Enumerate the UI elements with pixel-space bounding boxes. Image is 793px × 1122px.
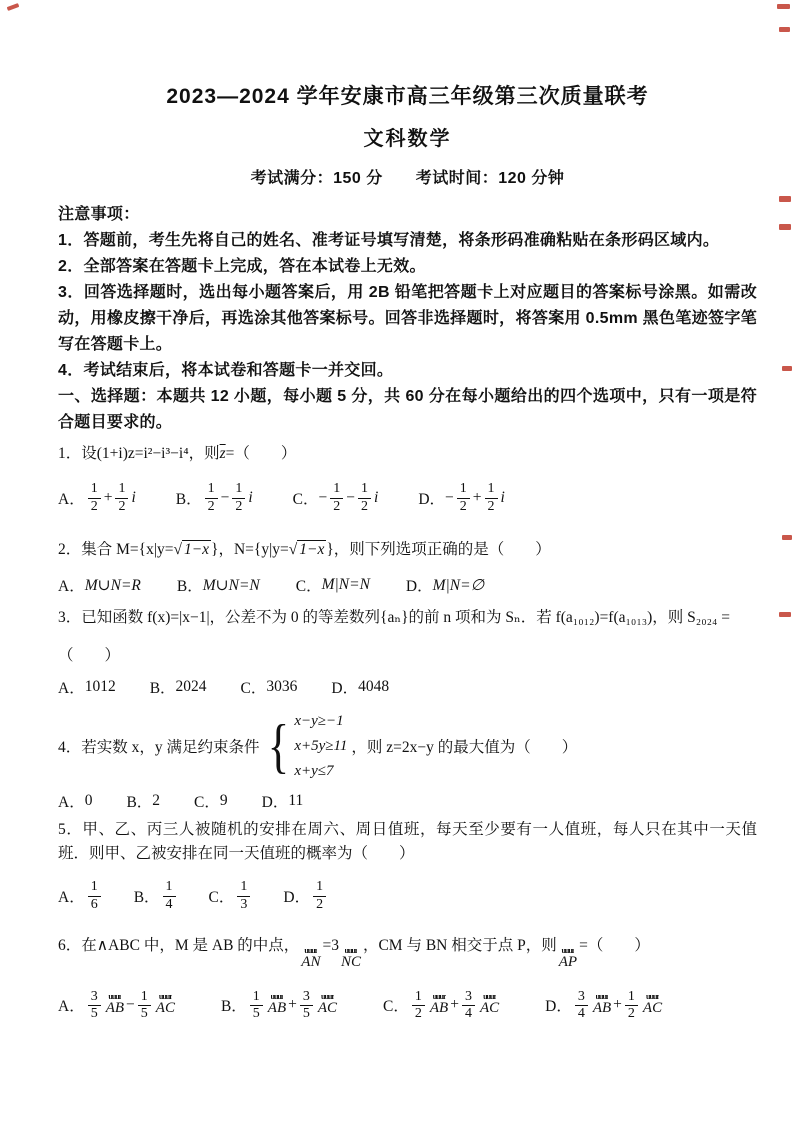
option-b: [176, 481, 253, 514]
vector-arrow-icon: uuur: [344, 948, 358, 954]
question-5: 5．甲、乙、丙三人被随机的安排在周六、周日值班，每天至少要有一人值班，每人只在其中一天值班．则甲、乙被安排在同一天值班的概率为（ ）: [58, 821, 757, 862]
section-heading: 一、选择题：本题共 12 小题，每小题 5 分，共 60 分在每小题给出的四个选项中，只有一项是符合题目要求的。: [58, 388, 757, 431]
vector-arrow-icon: uuur: [561, 948, 575, 954]
left-brace: {: [267, 713, 289, 779]
vector-AB: uuur AB: [429, 993, 449, 1016]
fraction: $\frac{1}{2}$: [457, 481, 470, 514]
option-d: D． 11: [261, 792, 304, 811]
option-c: C． 1 2 uuur AB + $\frac{3}{4}$ uuur AC: [383, 988, 500, 1021]
sqrt-expression: √ 1−x: [288, 541, 325, 558]
question-2: 2．集合 M={x|y=√ 1−x }，N={y|y=√ 1−x }，则下列选项正确的是（ ）: [58, 541, 551, 558]
exam-info: 考试满分：150 分 考试时间：120 分钟: [250, 170, 565, 187]
fraction: $\frac{1}{2}$: [330, 481, 343, 514]
red-scan-mark: [779, 27, 790, 32]
vector-AC: uuur AC: [317, 993, 338, 1016]
vector-AB: uuur AB: [105, 993, 125, 1016]
vector-AC: uuur AC: [479, 993, 500, 1016]
fraction: 3 4: [575, 989, 588, 1022]
vector-arrow-icon: uuur: [646, 993, 659, 1000]
option-label: A．: [58, 491, 85, 508]
option-b: B． 1 5 uuur AB + $\frac{3}{5}$ uuur AC: [220, 988, 338, 1021]
sign: −: [445, 489, 454, 506]
operator: +: [613, 996, 622, 1014]
fraction: 1 6: [88, 879, 101, 912]
option-b: B． 1 4: [134, 879, 179, 912]
option-d: D． M|N=∅: [405, 576, 485, 595]
option-c: C． 1 3: [209, 879, 254, 912]
fraction: 1 5: [250, 989, 263, 1022]
fraction: 1 2: [313, 879, 326, 912]
option-c: C． 9: [194, 792, 228, 811]
constraint-1: x−y≥−1: [294, 713, 344, 729]
fraction: 1 2: [412, 989, 425, 1022]
vector-AN: uuur AN: [301, 948, 321, 970]
question-4-stem: 4．若实数 x，y 满足约束条件: [58, 739, 260, 756]
red-scan-mark: [782, 535, 792, 540]
option-d: D． 1 2: [283, 879, 329, 912]
question-2-stem: 2．集合 M={x|y=: [58, 541, 174, 558]
operator: +: [472, 489, 482, 506]
vector-AB: uuur AB: [267, 993, 287, 1016]
operator: +: [450, 996, 459, 1014]
red-scan-mark: [777, 4, 790, 9]
fraction: 1 2: [88, 481, 101, 514]
option-b: B． 2: [126, 792, 161, 811]
question-4-options: [58, 788, 757, 814]
constraint-system: [264, 710, 348, 782]
fraction: $\frac{1}{2}$: [485, 481, 498, 514]
vector-AB: uuur AB: [592, 993, 612, 1016]
question-1: [58, 442, 757, 466]
operator: −: [126, 996, 135, 1014]
red-scan-mark: [782, 366, 792, 371]
imaginary-unit: i: [374, 489, 379, 506]
question-6-options: [58, 983, 757, 1027]
fraction: $\frac{1}{2}$: [358, 481, 371, 514]
question-6: 6．在∧ABC 中，M 是 AB 的中点， uuur AN =3 uuur NC ，CM 与 BN 相交于点 P，则 uuur AP =（ ）: [58, 937, 650, 970]
option-a: A． 1 6: [58, 879, 104, 912]
option-a: A． M∪N=R: [58, 576, 141, 595]
vector-AC: uuur AC: [155, 993, 175, 1016]
option-d: D． 4048: [331, 678, 390, 697]
fraction: 1 2: [205, 481, 218, 514]
vector-arrow-icon: uuur: [483, 993, 496, 1000]
option-d: [418, 481, 505, 514]
fraction: 1 3: [237, 879, 250, 912]
red-scan-mark: [779, 224, 791, 230]
question-3: 3．已知函数 f(x)=|x−1|，公差不为 0 的等差数列{aₙ}的前 n 项和为 Sₙ．若 f(a₁₀₁₂)=f(a₁₀₁₃)，则 S₂₀₂₄ =: [58, 609, 731, 626]
option-b: B． M∪N=N: [176, 576, 260, 595]
vector-arrow-icon: uuur: [321, 993, 334, 1000]
vector-arrow-icon: uuur: [158, 993, 172, 1000]
vector-arrow-icon: uuur: [108, 993, 122, 1000]
notice-item-2: 2．全部答案在答题卡上完成，答在本试卷上无效。: [58, 258, 426, 275]
vector-arrow-icon: uuur: [595, 993, 609, 1000]
imaginary-unit: i: [131, 489, 136, 506]
radical-sign: √: [173, 541, 182, 558]
question-1-stem: 1．设(1+i)z=i²−i³−i⁴，则: [58, 445, 220, 462]
operator: −: [220, 489, 230, 506]
option-a: A． 0: [58, 792, 93, 811]
vector-arrow-icon: uuur: [304, 948, 318, 954]
fraction: $\frac{1}{2}$: [115, 481, 128, 514]
operator: +: [103, 489, 113, 506]
sign: −: [318, 489, 328, 506]
notice-heading: 注意事项：: [58, 206, 140, 223]
option-a: A． 3 5 uuur AB − $\frac{1}{5}$ uuur AC: [58, 988, 175, 1021]
fraction: 1 4: [163, 879, 176, 912]
option-c: C． 3036: [240, 678, 298, 697]
option-a: [58, 481, 136, 514]
question-2-options: [58, 572, 757, 598]
vector-arrow-icon: uuur: [432, 993, 446, 1000]
option-label: C．: [292, 491, 319, 508]
fraction: $\frac{1}{2}$: [625, 989, 638, 1022]
question-3-options: [58, 674, 757, 700]
question-5-options: [58, 874, 757, 918]
constraint-3: x+y≤7: [294, 763, 334, 779]
exam-title: 2023—2024 学年安康市高三年级第三次质量联考: [166, 85, 649, 108]
operator: +: [288, 996, 297, 1014]
vector-arrow-icon: uuur: [270, 993, 284, 1000]
exam-subject: 文科数学: [363, 128, 452, 150]
notice-item-3: 3．回答选择题时，选出每小题答案后，用 2B 铅笔把答题卡上对应题目的答案标号涂黑。如需改动，用橡皮擦干净后，再选涂其他答案标号。回答非选择题时，将答案用 0.5mm 黑色笔迹签字笔写在答题卡上。: [58, 284, 757, 353]
option-a: A． 1012: [58, 678, 116, 697]
vector-AC: uuur AC: [642, 993, 663, 1016]
question-1-options: [58, 476, 757, 520]
operator: −: [346, 489, 356, 506]
question-3-answer-blank: （ ）: [58, 647, 121, 664]
notice-item-1: 1．答题前，考生先将自己的姓名、准考证号填写清楚，将条形码准确粘贴在条形码区域内。: [58, 232, 720, 249]
fraction: 3 5: [88, 989, 101, 1022]
option-b: B． 2024: [149, 678, 207, 697]
question-6-stem: 6．在∧ABC 中，M 是 AB 的中点，: [58, 937, 300, 954]
z-conjugate-variable: $\overline{z}$: [219, 445, 226, 462]
constraint-2: x+5y≥11: [294, 738, 348, 754]
fraction: $\frac{3}{5}$: [300, 989, 313, 1022]
question-4: [58, 710, 757, 782]
fraction: $\frac{3}{4}$: [462, 989, 475, 1022]
option-c: [293, 481, 379, 514]
notice-item-4: 4．考试结束后，将本试卷和答题卡一并交回。: [58, 362, 394, 379]
red-scan-mark: [779, 612, 791, 617]
vector-AP: uuur AP: [558, 948, 578, 970]
question-1-stem-end: =（ ）: [225, 445, 297, 462]
imaginary-unit: i: [500, 489, 505, 506]
fraction: $\frac{1}{2}$: [232, 481, 245, 514]
red-scan-mark: [779, 196, 791, 202]
option-c: C． M|N=N: [295, 576, 370, 595]
vector-NC: uuur NC: [340, 948, 361, 970]
option-d: D． 3 4 uuur AB + $\frac{1}{2}$ uuur AC: [545, 988, 663, 1021]
sqrt-expression: √ 1−x: [173, 541, 210, 558]
option-label: B．: [175, 491, 202, 508]
imaginary-unit: i: [248, 489, 253, 506]
option-label: D．: [418, 491, 446, 508]
question-4-stem-end: ，则 z=2x−y 的最大值为（ ）: [351, 739, 578, 756]
radical-sign: √: [288, 541, 298, 558]
fraction: $\frac{1}{5}$: [138, 989, 151, 1022]
